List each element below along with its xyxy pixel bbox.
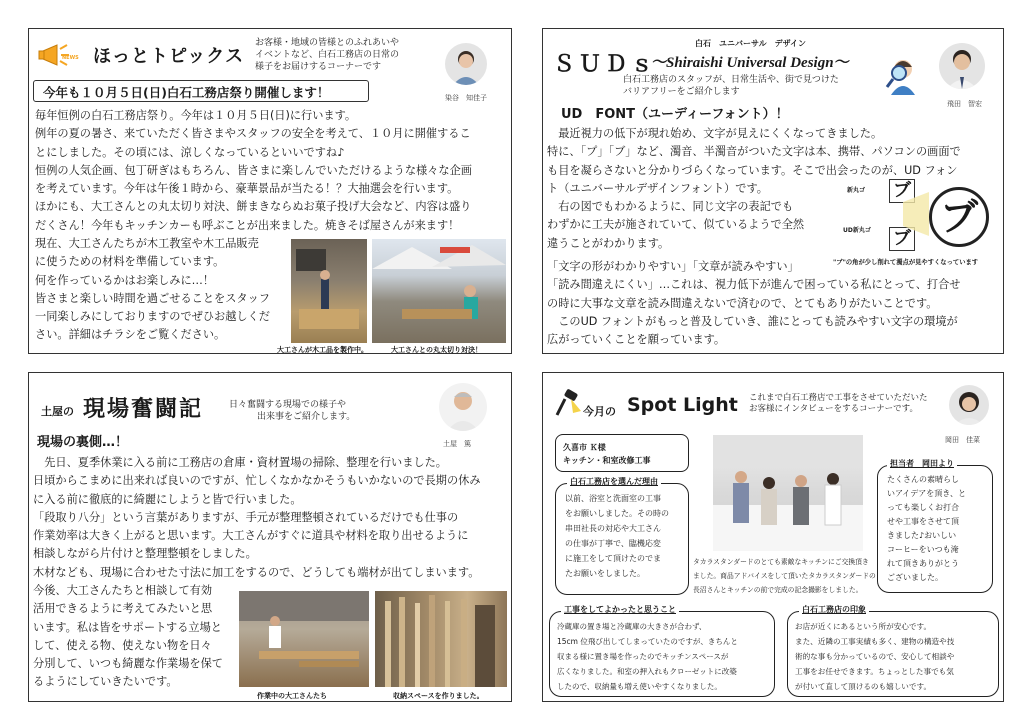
staff-avatar (439, 383, 487, 431)
genba-body: 先日、夏季休業に入る前に工務店の倉庫・資材置場の掃除、整理を行いました。 日頃からこまめに出来れば良いのですが、忙しくなかなかそうもいかないので長期の休み に入る前に徹底的に綺麗にしようと皆で行いました。 「段取り八分」という言葉がありますが、手元が整理整頓されているだけでも仕事の 作業効率は大きく上がると思います。大工さんがすぐに道具や材料を取り出せるように 相談しながら片付けと整理整頓をしました。 木材なども、現場に合わせた寸法に加工をするので、どうしても端材が出てしまいます。 (33, 456, 481, 579)
font-figure-caption: "ブ"の角が少し削れて濁点が見やすくなっています (833, 259, 979, 266)
genba-title: 現場奮闘記 (83, 396, 204, 421)
photo-woodwork (291, 239, 367, 343)
photo-log-cutting (372, 239, 506, 343)
staff-avatar (949, 385, 989, 425)
photo-carpenters (239, 591, 369, 687)
staff-bubble-title: 担当者 岡田より (887, 458, 957, 469)
caption-carpenters: 作業中の大工さんたち (257, 692, 327, 700)
topics-body-side: 現在、大工さんたちが木工教室や木工品販売 に使うための材料を準備しています。 何を作っているかはお楽しみに…！ 皆さまと楽しい時間を過ごせることをスタッフ 一同楽しみにしておりますのでぜひお越しくだ さい。詳細はチラシをご覧ください。 (35, 237, 270, 342)
reason-title: 白石工務店を選んだ理由 (567, 476, 661, 487)
suds-subtitle: ～Shiraishi Universal Design～ (651, 55, 849, 71)
spotlight-panel (542, 372, 1004, 702)
caption-storage: 収納スペースを作りました。 (393, 692, 484, 700)
spotlight-icon (551, 389, 581, 421)
topics-body: 毎年恒例の白石工務店祭り。今年は１０月５日(日)に行います。 例年の夏の暑さ、来ていただく皆さまやスタッフの安全を考えて、１０月に開催するこ とにしました。その頃には、涼しくなっているといいですね♪ 恒例の人気企画、包丁研ぎはもちろん、皆さまに楽しんでいただけるような様々な企画 を考えています。今年は午後１時から、豪華景品が当たる！？大抽選会を行います。 ほかにも、大工さんとの丸太切り対決、餅まきならぬお菓子投げ大会など、内容は盛り だくさん！今年もキッチンカーも呼ぶことが出来ました。焼きそば屋さんが来ます！ (35, 109, 472, 232)
customer-photo (713, 435, 863, 551)
topics-intro: お客様・地域の皆様とのふれあいや イベントなど、白石工務店の日常の 様子をお届けするコーナーです (255, 38, 400, 72)
suds-intro: 白石工務店のスタッフが、日常生活や、街で見つけた バリアフリーをご紹介します (623, 75, 839, 97)
label-ud-maru-gothic: UD新丸ゴ (843, 227, 871, 234)
suds-headline: UD FONT（ユーディーフォント）！ (561, 107, 789, 122)
photo-storage (375, 591, 507, 687)
big-glyph-lens: ブ (929, 187, 989, 247)
suds-title: ＳＵＤｓ (553, 51, 658, 76)
staff-name: 飛田 智宏 (947, 100, 982, 108)
staff-bubble-text: たくさんの素晴らし いアイデアを頂き、と っても楽しくお打合 せや工事をさせて頂 きました♪おいしい コーヒーをいつも淹 れて頂きありがとう ございました。 (887, 475, 966, 582)
caption-log-cutting: 大工さんとの丸太切り対決！ (391, 346, 482, 354)
photo-caption: タカラスタンダードのとても素敵なキッチンにご交換頂き ました。商品アドバイスをして頂いたタカラスタンダードの 長沼さんとキッチンの前で完成の記念撮影をしました。 (693, 558, 876, 594)
staff-avatar (445, 43, 487, 85)
suds-body-side: 右の図でもわかるように、同じ文字の表記でも わずかに工夫が施されていて、似ているようで全然 違うことがわかります。 (547, 200, 805, 250)
glyph-ud: ブ (889, 227, 915, 251)
impression-text: お店が近くにあるという所が安心です。 また、近隣の工事実績も多く、建物の構造や技 術的な事も分かっているので、安心して相談や 工事をお任せできます。ちょっとした事でも気 が付いて直して頂けるのも嬉しいです。 (795, 622, 955, 691)
spotlight-title: Spot Light (627, 394, 738, 416)
genba-panel (28, 372, 512, 702)
genba-headline: 現場の裏側…！ (37, 435, 129, 450)
magnifier-person-icon (885, 55, 921, 95)
news-badge: NEWS (62, 55, 79, 61)
staff-name: 土屋 篤 (443, 440, 471, 448)
topics-panel (28, 28, 512, 354)
reason-text: 以前、浴室と洗面室の工事 をお願いしました。その時の 串田社長の対応や大工さん の仕事が丁寧で、臨機応変 に施工をして頂けたのでま たお願いをしました。 (565, 494, 669, 578)
staff-name: 岡田 佳菜 (945, 436, 980, 444)
staff-name: 染谷 知佳子 (445, 94, 487, 102)
genba-prefix: 土屋の (41, 405, 74, 418)
glyph-maru: ブ (889, 179, 915, 203)
spotlight-prefix: 今月の (583, 405, 616, 418)
topics-title: ほっとトピックス (93, 46, 245, 67)
suds-body: 最近視力の低下が現れ始め、文字が見えにくくなってきました。 特に、「プ」「ブ」など、濁音、半濁音がついた文字は本、携帯、パソコンの画面で も目を凝らさないと分かりづらくなっています。そこで出会ったのが、UD フォン ト（ユニバーサルデザインフォント）です。 (547, 127, 961, 195)
genba-body-side: 今後、大工さんたちと相談して有効 活用できるように考えてみたいと思 います。私は皆をサポートする立場と して、使える物、使えない物を日々 分別して、いつも綺麗な作業場を保て るようにしていきたいです。 (33, 584, 223, 689)
suds-panel (542, 28, 1004, 354)
suds-body-after: 「文字の形がわかりやすい」「文章が読みやすい」 「読み間違えにくい」…これは、視力低下が進んで困っている私にとって、打合せ の時に大事な文章を読み間違えないで済むので、とてもありがたいことです。 このUD フォントがもっと普及していき、誰にとっても読みやすい文字の環境が 広がっていくことを願っています。 (547, 260, 961, 347)
genba-intro: 日々奮闘する現場での様子や 出来事をご紹介します。 (229, 400, 356, 422)
good-title: 工事をしてよかったと思うこと (561, 604, 679, 615)
staff-avatar (939, 43, 985, 89)
impression-title: 白石工務店の印象 (799, 604, 869, 615)
spotlight-intro: これまで白石工務店で工事をさせていただいた お客様にインタビューをするコーナーです。 (749, 393, 928, 414)
good-text: 冷蔵庫の置き場と冷蔵庫の大きさが合わず、 15cm 位飛び出してしまっていたのですが、きちんと 収まる様に置き場を作ったのでキッチンスペースが 広くなりました。和室の押入れもクローゼットに改築 したので、収納量も増え使いやすくなりました。 (557, 622, 738, 691)
suds-kicker: 白石 ユニバーサル デザイン (695, 39, 807, 48)
label-maru-gothic: 新丸ゴ (847, 187, 866, 194)
caption-woodwork: 大工さんが木工品を製作中。 (277, 346, 368, 354)
customer-info: 久喜市 Ｋ様 キッチン・和室改修工事 (563, 443, 651, 465)
topics-headline: 今年も１０月５日(日)白石工務店祭り開催します！ (43, 85, 330, 100)
